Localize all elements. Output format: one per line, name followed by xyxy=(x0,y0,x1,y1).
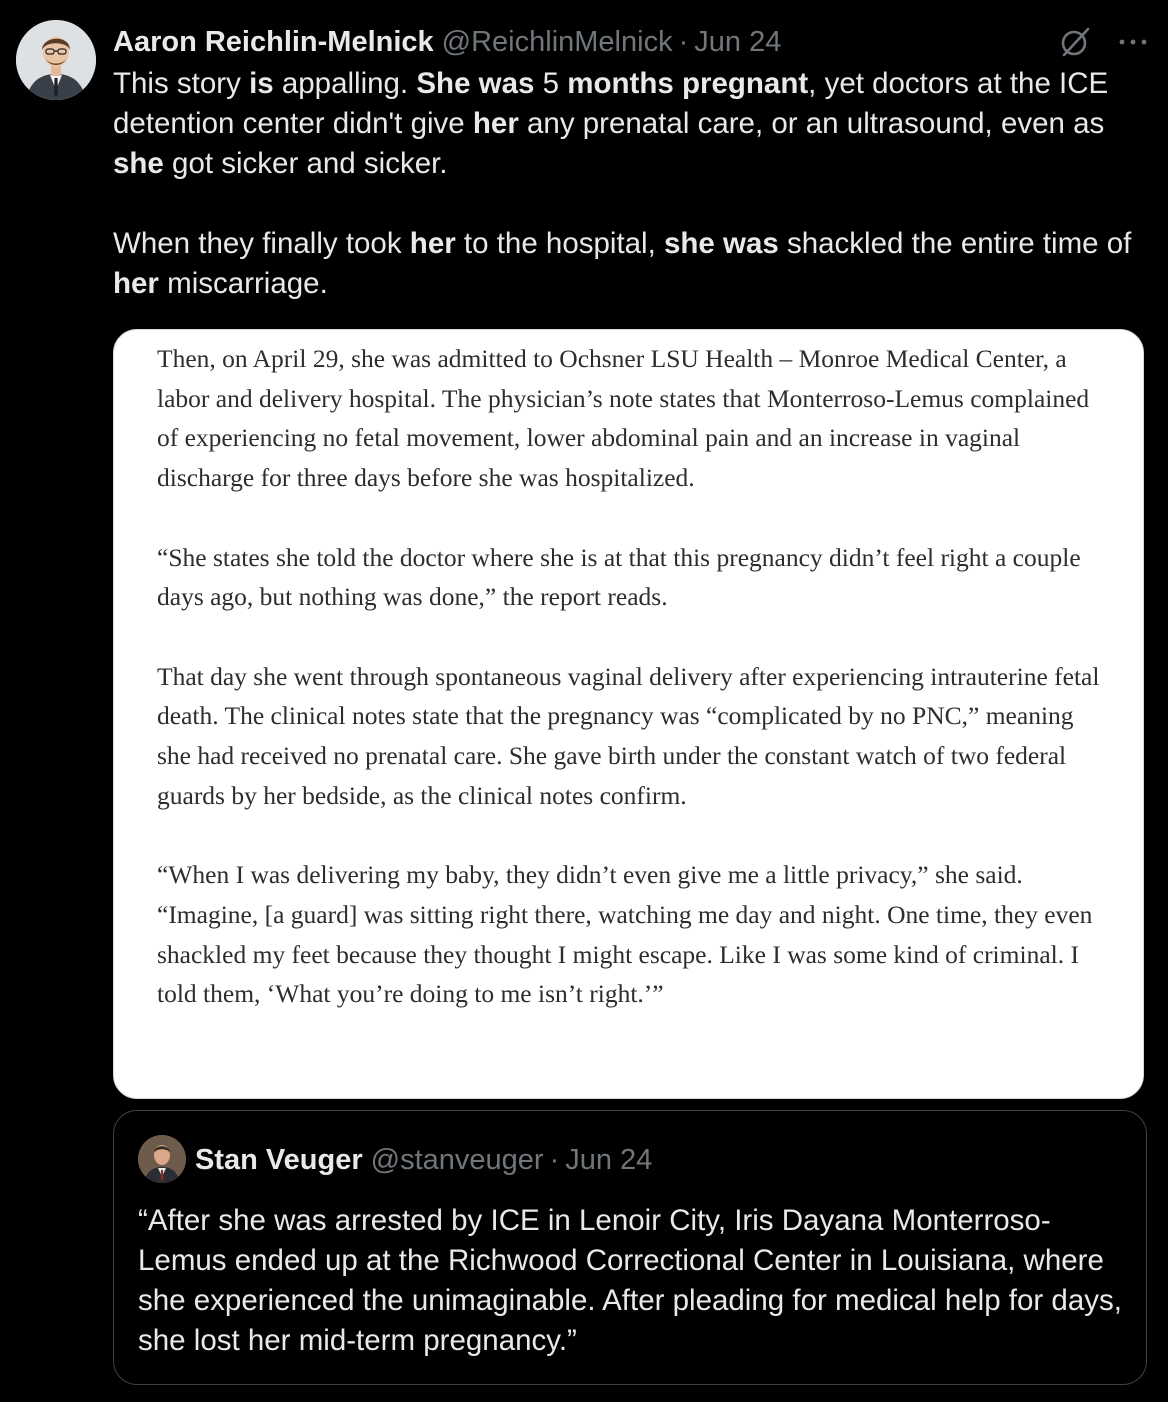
article-paragraph: “When I was delivering my baby, they didn’t even give me a little privacy,” she said. “Imagine, [a guard] was sitting right there, watching me day and night. One time, they even shackled my feet because they thought I might escape. Like I was some kind of criminal. I told them, ‘What you’re doing to me isn’t right.’” xyxy=(157,860,1093,1009)
text-span: got sicker and sicker. xyxy=(163,147,448,180)
author-photo xyxy=(16,20,96,100)
quoted-header xyxy=(195,1139,652,1181)
text-span: This story xyxy=(113,67,250,100)
separator-dot: · xyxy=(678,25,689,58)
quoted-author-handle[interactable]: @stanveuger xyxy=(370,1143,544,1176)
bold-span: is xyxy=(249,67,274,100)
author-name[interactable]: Aaron Reichlin-Melnick xyxy=(113,25,434,58)
tweet-paragraph-1 xyxy=(113,64,1158,184)
text-span: shackled the entire time of xyxy=(778,227,1132,260)
author-avatar[interactable] xyxy=(16,20,96,100)
bold-span: her xyxy=(472,107,519,140)
separator-dot: · xyxy=(549,1143,560,1176)
bold-span: months pregnant xyxy=(567,67,809,100)
bold-span: her xyxy=(409,227,456,260)
more-options-icon[interactable] xyxy=(1118,37,1148,47)
tweet-date[interactable]: Jun 24 xyxy=(694,25,782,58)
text-span: to the hospital, xyxy=(455,227,664,260)
tweet-header xyxy=(113,22,1148,62)
quoted-author-avatar[interactable] xyxy=(138,1135,186,1183)
text-span: , yet doctors at the ICE detention center didn't give xyxy=(113,67,1109,140)
bold-span: she was xyxy=(664,227,779,260)
quoted-tweet[interactable] xyxy=(113,1110,1147,1385)
text-span: When they finally took xyxy=(113,227,410,260)
text-span: miscarriage. xyxy=(158,267,328,300)
bold-span: She was xyxy=(416,67,535,100)
text-span: 5 xyxy=(534,67,568,100)
attached-image[interactable] xyxy=(113,329,1144,1099)
article-paragraph: “She states she told the doctor where she is at that this pregnancy didn’t feel right a couple days ago, but nothing was done,” the report reads. xyxy=(157,542,1081,612)
text-span: any prenatal care, or an ultrasound, even as xyxy=(518,107,1105,140)
grok-icon[interactable] xyxy=(1058,25,1092,59)
article-paragraph: Then, on April 29, she was admitted to Ochsner LSU Health – Monroe Medical Center, a labor and delivery hospital. The physician’s note states that Monterroso-Lemus complained of experiencing no fetal movement, lower abdominal pain and an increase in vaginal discharge for three days before she was hospitalized. xyxy=(157,344,1090,493)
quoted-date[interactable]: Jun 24 xyxy=(565,1143,653,1176)
header-actions xyxy=(1058,22,1148,62)
article-paragraph: That day she went through spontaneous vaginal delivery after experiencing intrauterine fetal death. The clinical notes state that the pregnancy was “complicated by no PNC,” meaning she had received no prenatal care. She gave birth under the constant watch of two federal guards by her bedside, as the clinical notes confirm. xyxy=(157,661,1100,810)
bold-span: she xyxy=(113,147,164,180)
tweet-text xyxy=(113,64,1158,304)
bold-span: her xyxy=(113,267,159,300)
quoted-text: “After she was arrested by ICE in Lenoir City, Iris Dayana Monterroso-Lemus ended up at the Richwood Correctional Center in Louisiana, where she experienced the unimaginable. After pleading for medical help for days, she lost her mid-term pregnancy.” xyxy=(138,1204,1122,1357)
author-handle[interactable]: @ReichlinMelnick xyxy=(441,25,673,58)
tweet-paragraph-2 xyxy=(113,224,1158,304)
quoted-author-name[interactable]: Stan Veuger xyxy=(195,1143,363,1176)
text-span: appalling. xyxy=(273,67,417,100)
quoted-author-photo xyxy=(138,1135,186,1183)
